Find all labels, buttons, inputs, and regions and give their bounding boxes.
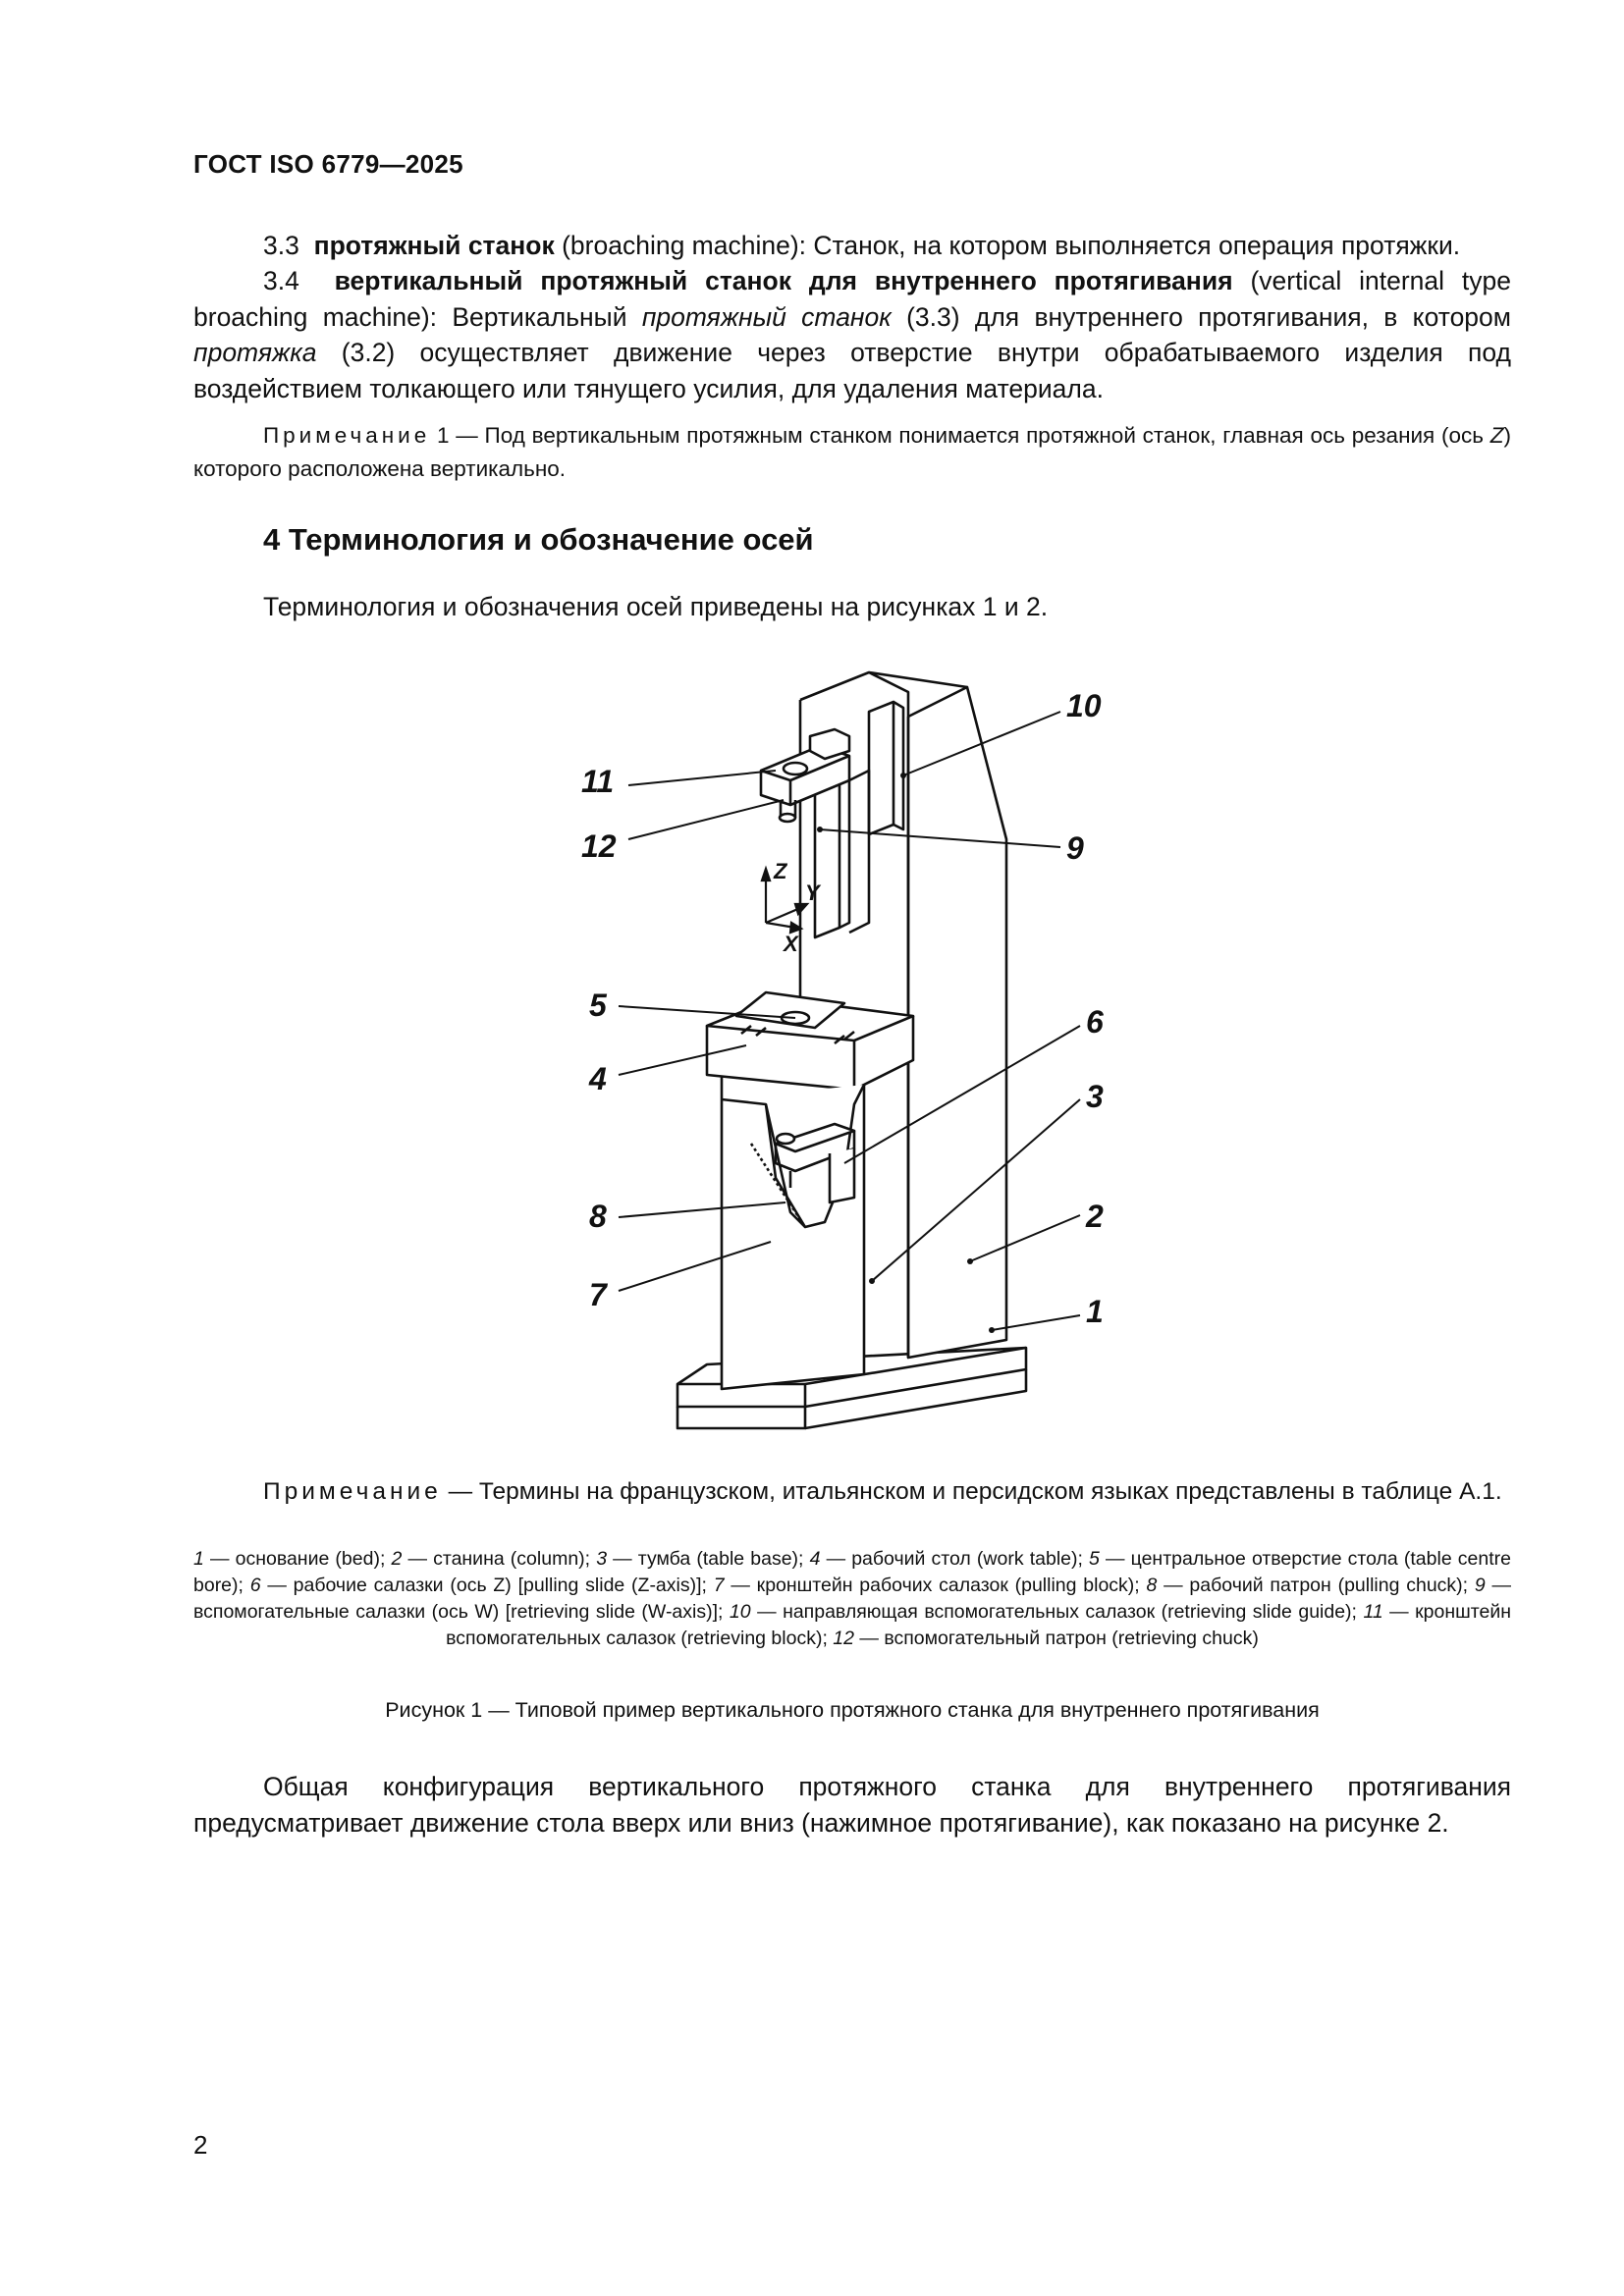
figure-note [193, 1475, 1511, 1509]
figure-legend [193, 1546, 1511, 1652]
callout-1: 1 [1086, 1294, 1104, 1329]
axis-z-label: Z [774, 859, 787, 883]
clause-3-4 [193, 263, 1511, 406]
legend-text: — тумба (table base); [607, 1548, 810, 1570]
term-reference: протяжка [193, 338, 317, 367]
note-text: 1 — Под вертикальным протяжным станком понимается протяжной станок, главная ось резания (ось [430, 423, 1490, 448]
document-header: ГОСТ ISO 6779—2025 [193, 149, 463, 179]
callout-10: 10 [1066, 688, 1102, 723]
note-label: Примечание [263, 423, 431, 448]
legend-key: 10 [729, 1601, 751, 1623]
axis-y-label: Y [805, 881, 820, 905]
legend-key: 2 [391, 1548, 403, 1570]
note-text: — Термины на французском, итальянском и персидском языках представлены в таблице А.1. [441, 1478, 1502, 1505]
legend-key: 5 [1089, 1548, 1100, 1570]
callout-3: 3 [1086, 1079, 1104, 1114]
clause-number: 3.4 [263, 266, 299, 295]
legend-text: — станина (column); [402, 1548, 597, 1570]
note-text: ) которого расположена вертикально. [193, 423, 1511, 481]
note-1 [193, 419, 1511, 486]
legend-text: — кронштейн рабочих салазок (pulling block); [724, 1575, 1147, 1596]
figure-caption: Рисунок 1 — Типовой пример вертикального протяжного станка для внутреннего протягивания [385, 1698, 1320, 1722]
definition: (broaching machine): Станок, на котором выполняется операция протяжки. [554, 231, 1461, 260]
legend-key: 8 [1146, 1575, 1158, 1596]
note-label: Примечание [263, 1478, 442, 1505]
legend-text: — рабочий патрон (pulling chuck); [1157, 1575, 1475, 1596]
broaching-machine-illustration [581, 643, 1149, 1458]
callout-12: 12 [581, 828, 617, 864]
callout-11: 11 [581, 764, 615, 799]
callout-8: 8 [589, 1199, 607, 1234]
term-reference: протяжный станок [641, 301, 892, 332]
legend-key: 7 [713, 1575, 725, 1596]
legend-text: — основание (bed); [203, 1548, 392, 1570]
legend-key: 11 [1363, 1601, 1383, 1623]
definition-part: (3.2) осуществляет движение через отверстие внутри обрабатываемого изделия под воздействием толкающего или тянущего усилия, для удаления материала. [193, 338, 1511, 403]
callout-9: 9 [1066, 830, 1084, 866]
legend-key: 6 [249, 1575, 261, 1596]
closing-paragraph: Общая конфигурация вертикального протяжного станка для внутреннего протягивания предусматривает движение стола вверх или вниз (нажимное протягивание), как показано на рисунке 2. [193, 1772, 1511, 1838]
term: протяжный станок [313, 231, 555, 260]
page-number: 2 [193, 2130, 208, 2160]
callout-7: 7 [589, 1277, 607, 1312]
legend-text: — кронштейн вспомогательных салазок (retrieving block); [446, 1601, 1512, 1649]
definition-part: (vertical internal type broaching machine): Вертикальный [193, 266, 1511, 332]
callout-4: 4 [589, 1061, 607, 1096]
legend-text: — центральное отверстие стола (table centre bore); [193, 1548, 1511, 1596]
legend-key: 3 [596, 1548, 608, 1570]
legend-text: — вспомогательные салазки (ось W) [retrieving slide (W-axis)]; [193, 1575, 1512, 1623]
section-intro: Терминология и обозначения осей приведены на рисунках 1 и 2. [263, 592, 1049, 621]
definition-part: (3.3) для внутреннего протягивания, в котором [891, 301, 1512, 332]
term: вертикальный протяжный станок для внутреннего протягивания [334, 266, 1233, 295]
axis-symbol: Z [1489, 423, 1504, 448]
figure-1-drawing [581, 643, 1149, 1458]
callout-5: 5 [589, 988, 607, 1023]
callout-2: 2 [1086, 1199, 1104, 1234]
legend-key: 1 [193, 1548, 204, 1570]
legend-key: 12 [833, 1628, 854, 1649]
legend-text: — направляющая вспомогательных салазок (retrieving slide guide); [750, 1601, 1364, 1623]
legend-text: — рабочий стол (work table); [820, 1548, 1090, 1570]
section-heading: 4 Терминология и обозначение осей [263, 522, 814, 557]
legend-key: 9 [1474, 1575, 1486, 1596]
legend-key: 4 [809, 1548, 821, 1570]
clause-3-3 [193, 228, 1511, 264]
legend-text: — рабочие салазки (ось Z) [pulling slide (Z-axis)]; [260, 1575, 714, 1596]
legend-text: — вспомогательный патрон (retrieving chuck) [853, 1628, 1259, 1649]
clause-number: 3.3 [263, 231, 299, 260]
callout-6: 6 [1086, 1004, 1104, 1040]
axis-x-label: X [784, 932, 798, 956]
